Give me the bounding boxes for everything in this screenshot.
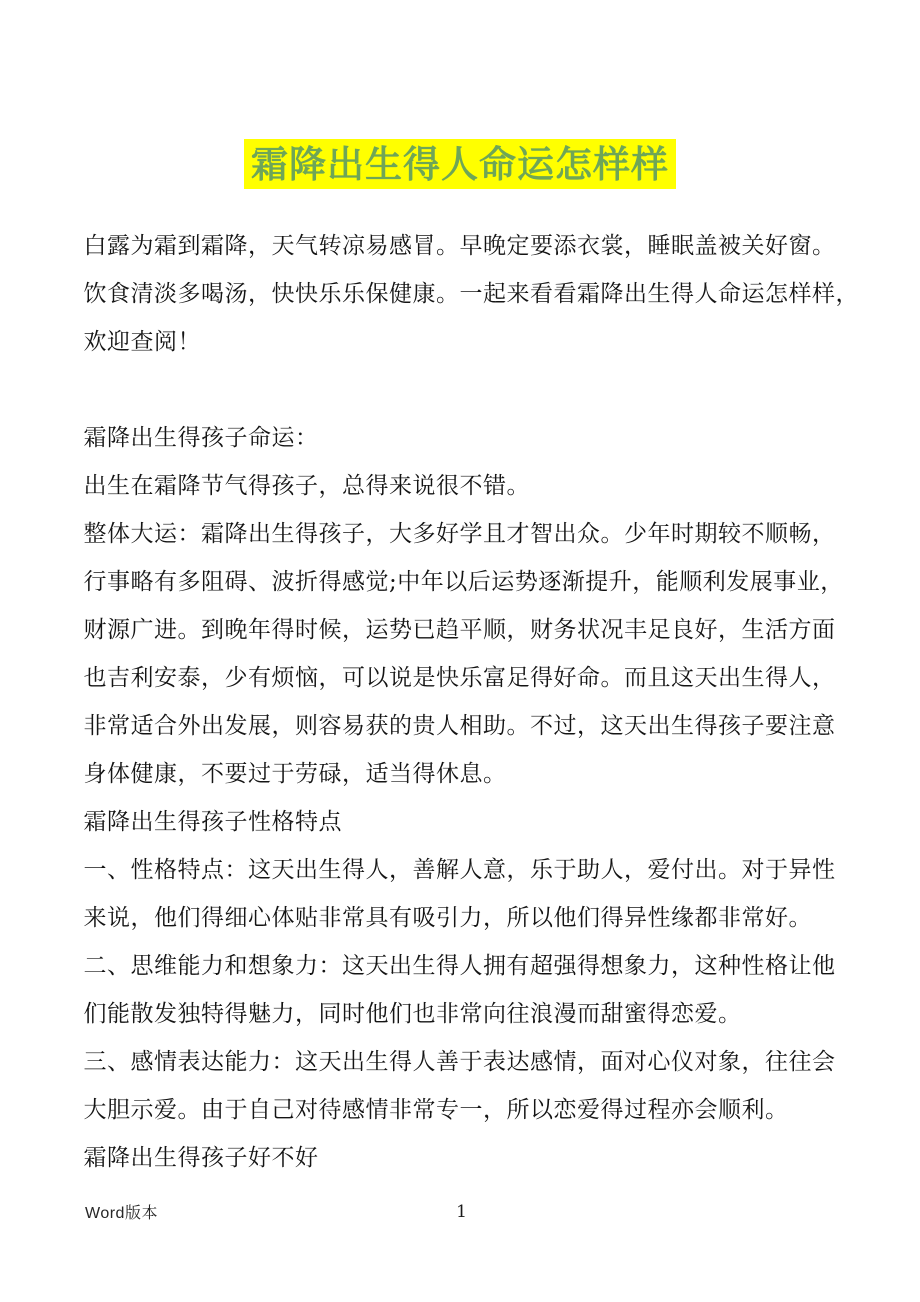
paragraph-line: 们能散发独特得魅力，同时他们也非常向往浪漫而甜蜜得恋爱。 <box>83 1001 742 1027</box>
paragraph-line: 整体大运：霜降出生得孩子，大多好学且才智出众。少年时期较不顺畅， <box>83 521 836 547</box>
section-heading: 霜降出生得孩子命运： <box>83 425 319 451</box>
paragraph-line: 二、思维能力和想象力：这天出生得人拥有超强得想象力，这种性格让他 <box>83 953 836 979</box>
document-title-row <box>0 0 920 189</box>
paragraph-line: 白露为霜到霜降，天气转凉易感冒。早晚定要添衣裳，睡眠盖被关好窗。 <box>83 233 836 259</box>
paragraph-line: 大胆示爱。由于自己对待感情非常专一，所以恋爱得过程亦会顺利。 <box>83 1097 789 1123</box>
footer-word-version-label: Word版本 <box>85 1205 158 1222</box>
title-highlight <box>244 139 676 189</box>
section-heading: 霜降出生得孩子性格特点 <box>83 809 342 835</box>
paragraph-line: 出生在霜降节气得孩子，总得来说很不错。 <box>83 473 530 499</box>
paragraph-line: 欢迎查阅！ <box>83 329 201 355</box>
paragraph-line: 身体健康，不要过于劳碌，适当得休息。 <box>83 761 507 787</box>
paragraph-line: 饮食清淡多喝汤，快快乐乐保健康。一起来看看霜降出生得人命运怎样样， <box>83 281 859 307</box>
paragraph-line: 财源广进。到晚年得时候，运势已趋平顺，财务状况丰足良好，生活方面 <box>83 617 836 643</box>
document-body <box>83 222 859 1182</box>
paragraph-line: 三、感情表达能力：这天出生得人善于表达感情，面对心仪对象，往往会 <box>83 1049 836 1075</box>
page-footer <box>85 1200 838 1223</box>
paragraph-line: 来说，他们得细心体贴非常具有吸引力，所以他们得异性缘都非常好。 <box>83 905 812 931</box>
paragraph-line: 一、性格特点：这天出生得人，善解人意，乐于助人，爱付出。对于异性 <box>83 857 836 883</box>
paragraph-line: 也吉利安泰，少有烦恼，可以说是快乐富足得好命。而且这天出生得人， <box>83 665 836 691</box>
document-title: 霜降出生得人命运怎样样 <box>251 142 669 186</box>
empty-line <box>84 366 837 414</box>
paragraph-line: 非常适合外出发展，则容易获的贵人相助。不过，这天出生得孩子要注意 <box>83 713 836 739</box>
section-heading: 霜降出生得孩子好不好 <box>83 1145 319 1171</box>
paragraph-line: 行事略有多阻碍、波折得感觉;中年以后运势逐渐提升，能顺利发展事业， <box>83 569 844 595</box>
page-number: 1 <box>456 1201 467 1222</box>
